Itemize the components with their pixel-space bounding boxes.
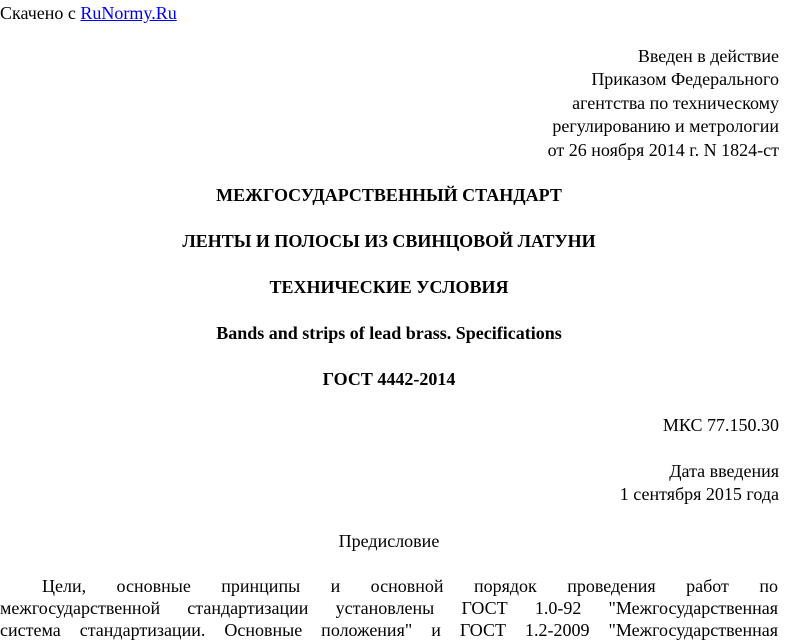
standard-type-heading: МЕЖГОСУДАРСТВЕННЫЙ СТАНДАРТ	[216, 185, 562, 205]
preface-line-2: межгосударственной стандартизации установлены ГОСТ 1.0-92 "Межгосударственная	[0, 598, 778, 618]
introduction-date-value: 1 сентября 2015 года	[619, 484, 779, 504]
preface-paragraph	[0, 575, 778, 641]
enactment-line-1: Введен в действие	[637, 46, 779, 66]
english-title: Bands and strips of lead brass. Specifications	[216, 323, 562, 343]
preface-line-3: система стандартизации. Основные положения" и ГОСТ 1.2-2009 "Межгосударственная	[0, 620, 778, 640]
standard-subtitle-heading: ТЕХНИЧЕСКИЕ УСЛОВИЯ	[269, 277, 509, 297]
standard-designation: ГОСТ 4442-2014	[322, 369, 456, 389]
enactment-line-3: агентства по техническому	[572, 93, 779, 113]
source-line	[0, 2, 177, 24]
preface-heading: Предисловие	[338, 531, 440, 551]
introduction-date-label: Дата введения	[669, 461, 779, 481]
source-prefix: Скачено с	[0, 3, 76, 23]
enactment-line-4: регулированию и метрологии	[552, 116, 779, 136]
source-link[interactable]: RuNormy.Ru	[80, 3, 177, 23]
enactment-line-2: Приказом Федерального	[591, 69, 779, 89]
mks-code: МКС 77.150.30	[662, 415, 779, 435]
standard-title-heading: ЛЕНТЫ И ПОЛОСЫ ИЗ СВИНЦОВОЙ ЛАТУНИ	[182, 231, 596, 251]
enactment-line-5: от 26 ноября 2014 г. N 1824-ст	[547, 140, 779, 160]
preface-line-1: Цели, основные принципы и основной порядок проведения работ по	[42, 576, 778, 596]
